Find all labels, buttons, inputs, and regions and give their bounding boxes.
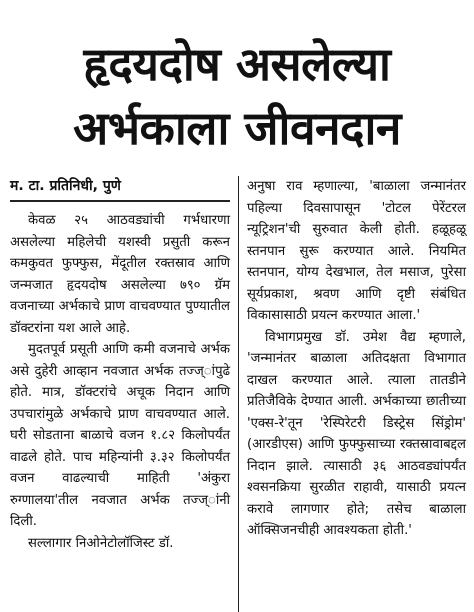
paragraph: सल्लागार निओनेटोलॉजिस्ट डॉ. bbox=[28, 535, 174, 551]
paragraph: केवळ २५ आठवड्यांची गर्भधारणा असलेल्या महिलेची यशस्वी प्रसुती करून कमकुवत फुफ्फुस, मेंदूतील रक्तस्राव आणि जन्मजात हृदयदोष असलेल्या ७९० ग्रॅम वजनाच्या अर्भकाचे प्राण वाचवण्यात पुण्यातील डॉक्टरांना यश आले आहे. bbox=[10, 213, 230, 336]
article-column-right bbox=[238, 176, 466, 612]
paragraph: अनुषा राव म्हणाल्या, 'बाळाला जन्मानंतर पहिल्या दिवसापासून 'टोटल पेरेंटरल न्यूट्रिशन'ची सुरुवात केली होती. हळूहळू स्तनपान सुरू करण्यात आले. नियमित स्तनपान, योग्य देखभाल, तेल मसाज, पुरेसा सूर्यप्रकाश, श्रवण आणि दृष्टी संबंधित विकासासाठी प्रयत्न करण्यात आला.' bbox=[247, 179, 466, 323]
headline-line-2: अर्भकाला जीवनदान bbox=[73, 101, 401, 155]
headline-line-1: हृदयदोष असलेल्या bbox=[83, 37, 391, 91]
paragraph: विभागप्रमुख डॉ. उमेश वैद्य म्हणाले, 'जन्मानंतर बाळाला अतिदक्षता विभागात दाखल करण्यात आले. त्याला तातडीने प्रतिजैविके देण्यात आली. अर्भकाच्या छातीच्या 'एक्स-रे'तून 'रेस्पिरेटरी डिस्ट्रेस सिंड्रोम' (आरडीएस) आणि फुफ्फुसाच्या रक्तस्रावाबद्दल निदान झाले. त्यासाठी ३६ आठवड्यांपर्यंत श्वसनक्रिया सुरळीत राहावी, यासाठी प्रयत्न करावे लागणार होते; तसेच बाळाला ऑक्सिजनचीही आवश्यकता होती.' bbox=[247, 329, 466, 538]
article-column-left bbox=[10, 176, 238, 612]
byline: म. टा. प्रतिनिधी, पुणे bbox=[10, 176, 230, 202]
article-body bbox=[10, 176, 466, 612]
paragraph: मुदतपूर्व प्रसूती आणि कमी वजनाचे अर्भक असे दुहेरी आव्हान नवजात अर्भक तज्ज्ांपुढे होते. मात्र, डॉक्टरांचे अचूक निदान आणि उपचारांमुळे अर्भकाचे प्राण वाचवण्यात आले. घरी सोडताना बाळाचे वजन १.८२ किलोपर्यंत वाढले होते. पाच महिन्यांनी ३.३२ किलोपर्यंत वजन वाढल्याची माहिती 'अंकुरा रुग्णालया'तील नवजात अर्भक तज्ज्ांनी दिली. bbox=[10, 342, 230, 529]
